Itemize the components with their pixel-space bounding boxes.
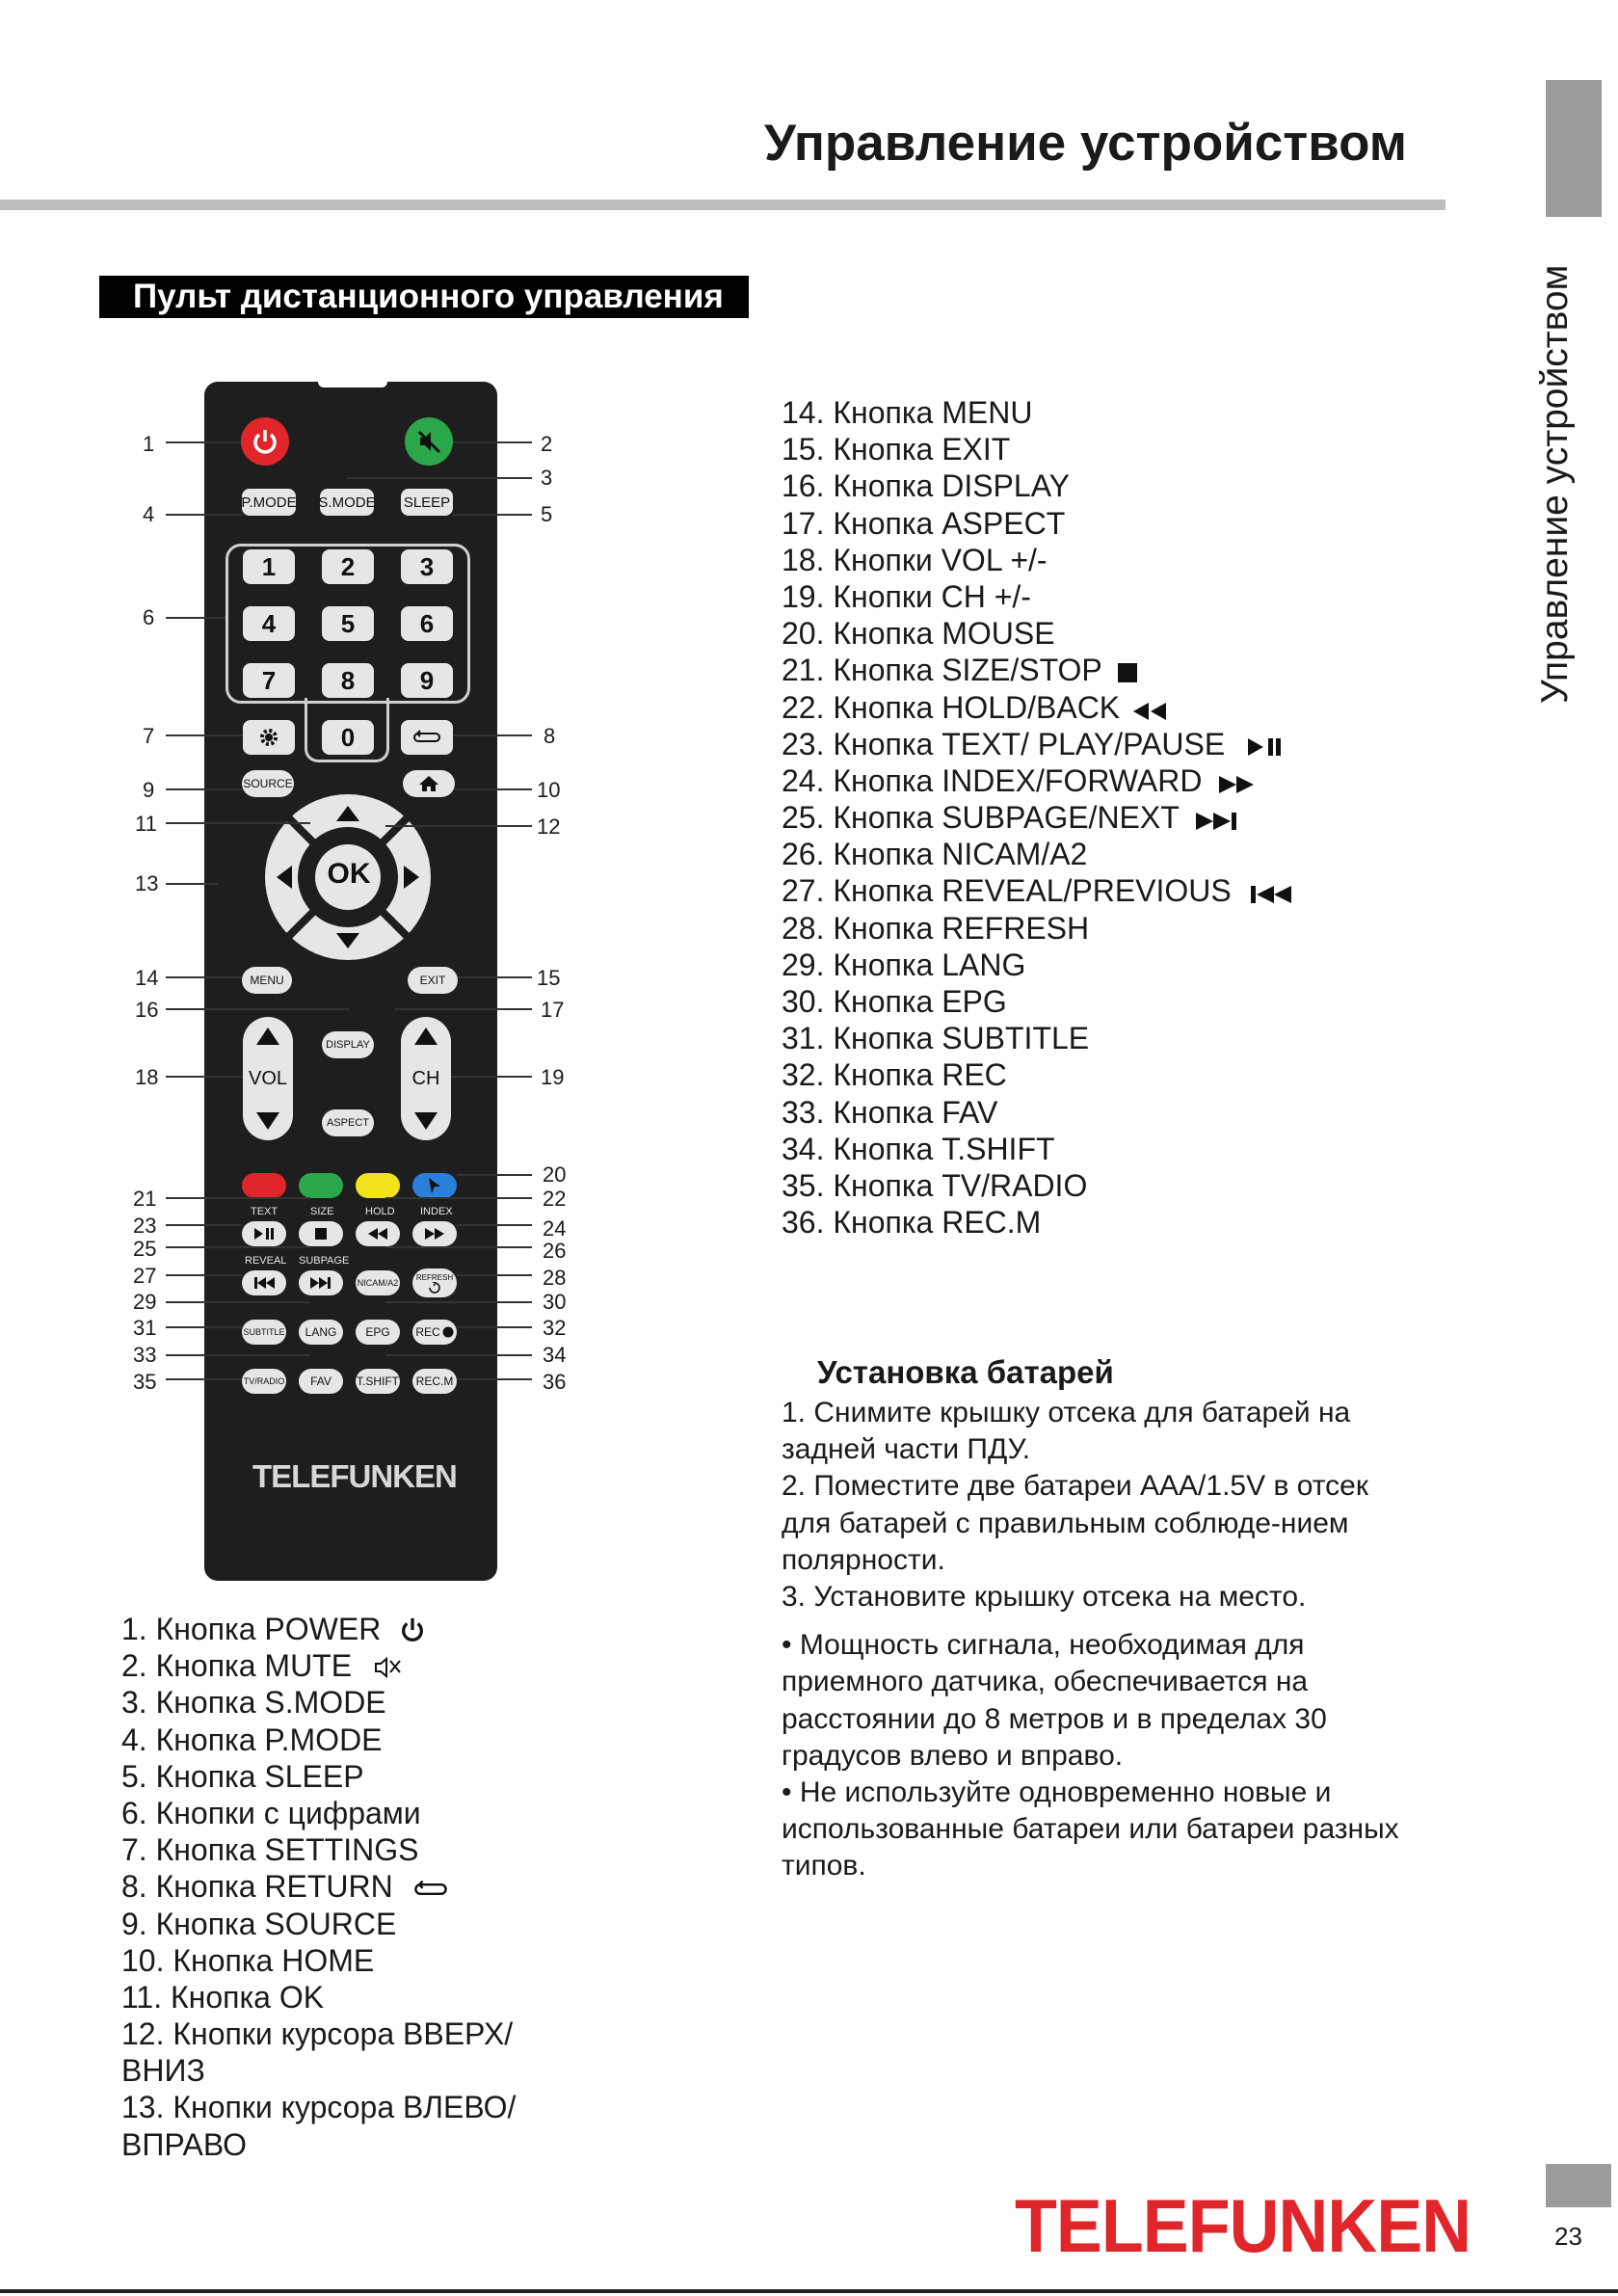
- return-button: [401, 720, 453, 755]
- callout-14: 14: [135, 966, 159, 990]
- callout-4: 4: [143, 502, 155, 526]
- list-item: 4. Кнопка P.MODE: [121, 1722, 383, 1757]
- bottom-rule: [0, 2289, 1618, 2293]
- callout-1: 1: [143, 432, 155, 456]
- list-item-text: 22. Кнопка HOLD/BACK: [782, 689, 1121, 725]
- list-item: 30. Кнопка EPG: [782, 984, 1007, 1019]
- refresh-label: REFRESH: [415, 1272, 454, 1282]
- size-label: SIZE: [310, 1206, 334, 1217]
- callout-2: 2: [541, 432, 553, 456]
- leader-30: [385, 1301, 532, 1303]
- list-item-text: 23. Кнопка TEXT/ PLAY/PAUSE: [782, 726, 1226, 761]
- battery-step-2: 2. Поместите две батареи AAA/1.5V в отсек для батарей с правильным соблюде-нием полярности.: [782, 1470, 1368, 1576]
- leader-22: [385, 1197, 532, 1199]
- list-item-text: 25. Кнопка SUBPAGE/NEXT: [782, 800, 1180, 836]
- list-item: ВНИЗ: [121, 2053, 205, 2089]
- list-item: 16. Кнопка DISPLAY: [782, 468, 1070, 504]
- power-icon: [399, 1616, 426, 1643]
- next-button: [299, 1270, 343, 1295]
- display-button: DISPLAY: [322, 1031, 374, 1058]
- mute-button: [405, 417, 453, 466]
- refresh-icon: [428, 1282, 441, 1294]
- callout-15: 15: [537, 966, 561, 990]
- leader-34: [385, 1354, 532, 1356]
- leader-19: [451, 1076, 532, 1078]
- leader-21: [166, 1197, 310, 1199]
- leader-2: [453, 441, 532, 443]
- forward-button: [412, 1221, 457, 1246]
- list-item: 14. Кнопка MENU: [782, 395, 1033, 430]
- page-number: 23: [1554, 2222, 1582, 2251]
- list-item: ВПРАВО: [121, 2126, 248, 2162]
- exit-button: EXIT: [408, 967, 458, 994]
- list-item: 20. Кнопка MOUSE: [782, 616, 1055, 652]
- tshift-button: T.SHIFT: [356, 1369, 400, 1394]
- footer-brand-logo: TELEFUNKEN: [1015, 2183, 1472, 2268]
- list-item: [121, 1868, 516, 1905]
- ch-rocker: [401, 1017, 451, 1140]
- callout-17: 17: [541, 998, 565, 1022]
- digit-1-button: 1: [243, 549, 295, 584]
- remote-notch: [318, 382, 387, 387]
- ch-label: CH: [411, 1067, 440, 1089]
- cursor-icon: [427, 1177, 442, 1194]
- leader-31: [166, 1326, 242, 1328]
- list-item: 35. Кнопка TV/RADIO: [782, 1167, 1088, 1203]
- fast-forward-icon: [1218, 776, 1257, 793]
- leader-36: [457, 1378, 532, 1380]
- callout-31: 31: [133, 1316, 157, 1340]
- battery-step-3: 3. Установите крышку отсека на место.: [782, 1581, 1307, 1614]
- callout-10: 10: [537, 778, 561, 802]
- ch-down-icon: [413, 1111, 438, 1131]
- play-pause-button: [242, 1221, 286, 1246]
- callout-34: 34: [543, 1343, 567, 1367]
- callout-16: 16: [135, 998, 159, 1022]
- leader-12: [385, 825, 532, 827]
- fast-forward-icon: [424, 1228, 445, 1240]
- rec-label: REC: [415, 1325, 440, 1339]
- leader-5: [453, 514, 532, 516]
- reveal-label: REVEAL: [245, 1255, 287, 1267]
- stop-button: [299, 1221, 343, 1246]
- back-button: [356, 1221, 400, 1246]
- list-item: 10. Кнопка HOME: [121, 1942, 375, 1978]
- leader-16: [166, 1008, 349, 1010]
- callout-25: 25: [133, 1237, 157, 1261]
- remote-brand-logo: TELEFUNKEN: [252, 1458, 457, 1494]
- digit-5-button: 5: [322, 606, 374, 641]
- list-item: 12. Кнопки курсора ВВЕРХ/: [121, 2016, 514, 2052]
- leader-10: [455, 788, 532, 790]
- callout-9: 9: [143, 778, 155, 802]
- subpage-label: SUBPAGE: [299, 1255, 350, 1267]
- record-dot-icon: [442, 1326, 454, 1338]
- list-item: [121, 1611, 516, 1647]
- aspect-button: ASPECT: [322, 1109, 374, 1136]
- callout-13: 13: [135, 871, 159, 895]
- gear-icon: [257, 726, 280, 749]
- leader-26: [385, 1246, 532, 1248]
- leader-9: [166, 788, 242, 790]
- mouse-key: [412, 1173, 457, 1198]
- hold-label: HOLD: [365, 1206, 395, 1217]
- list-item: 6. Кнопки с цифрами: [121, 1795, 421, 1830]
- power-icon: [251, 427, 279, 456]
- callout-28: 28: [543, 1266, 567, 1290]
- previous-icon: [1250, 886, 1292, 903]
- rewind-icon: [367, 1228, 388, 1240]
- ch-up-icon: [413, 1027, 438, 1046]
- pmode-button: P.MODE: [242, 489, 296, 516]
- callout-22: 22: [543, 1187, 567, 1211]
- callout-21: 21: [133, 1187, 157, 1211]
- list-item: 5. Кнопка SLEEP: [121, 1758, 364, 1794]
- page-title: Управление устройством: [763, 115, 1407, 172]
- callout-26: 26: [543, 1239, 567, 1263]
- vol-rocker: [243, 1017, 293, 1140]
- refresh-button: [412, 1268, 457, 1297]
- stop-icon: [315, 1228, 327, 1240]
- list-item-text: 27. Кнопка REVEAL/PREVIOUS: [782, 873, 1232, 909]
- digit-3-button: 3: [401, 549, 453, 584]
- list-item: 9. Кнопка SOURCE: [121, 1906, 397, 1941]
- digit-8-button: 8: [322, 663, 374, 698]
- next-icon: [1195, 813, 1237, 830]
- list-item: 18. Кнопки VOL +/-: [782, 542, 1048, 577]
- callout-11: 11: [135, 812, 157, 836]
- leader-14: [166, 976, 242, 978]
- callout-6: 6: [143, 605, 155, 629]
- return-icon: [411, 1878, 450, 1901]
- list-item: 32. Кнопка REC: [782, 1057, 1007, 1093]
- list-item: 26. Кнопка NICAM/A2: [782, 837, 1088, 872]
- leader-11: [166, 822, 310, 824]
- yellow-key: [356, 1173, 400, 1198]
- menu-button: MENU: [242, 967, 292, 994]
- list-item-text: 8. Кнопка RETURN: [121, 1869, 393, 1905]
- leader-18: [166, 1076, 243, 1078]
- tvradio-button: TV/RADIO: [242, 1369, 286, 1394]
- leader-25: [166, 1246, 310, 1248]
- callout-19: 19: [541, 1065, 565, 1089]
- callout-29: 29: [133, 1290, 157, 1314]
- callout-7: 7: [143, 724, 155, 748]
- callout-5: 5: [541, 502, 553, 526]
- section-title: Пульт дистанционного управления: [99, 276, 749, 318]
- leader-8: [453, 734, 532, 736]
- text-label: TEXT: [251, 1206, 279, 1217]
- list-item-text: 24. Кнопка INDEX/FORWARD: [782, 762, 1203, 798]
- callout-20: 20: [543, 1162, 567, 1187]
- sleep-button: SLEEP: [401, 489, 453, 516]
- list-item: [782, 726, 1292, 762]
- lang-button: LANG: [299, 1320, 343, 1345]
- list-item: [782, 872, 1292, 909]
- battery-note-2: • Не используйте одновременно новые и использованные батареи или батареи разных типов.: [782, 1776, 1399, 1882]
- leader-29: [166, 1301, 310, 1303]
- leader-33: [166, 1354, 310, 1356]
- header-rule: [0, 200, 1446, 210]
- power-button: [241, 417, 289, 466]
- battery-step-1: 1. Снимите крышку отсека для батарей на задней части ПДУ.: [782, 1397, 1351, 1466]
- leader-17: [395, 1008, 532, 1010]
- digit-0-button: 0: [322, 720, 374, 755]
- play-pause-icon: [252, 1227, 276, 1241]
- battery-note-1: • Мощность сигнала, необходимая для приемного датчика, обеспечивается на расстоянии до 8 метров и в пределах 30 градусов влево и вправо.: [782, 1629, 1327, 1772]
- leader-20: [457, 1174, 532, 1176]
- battery-text: [782, 1395, 1418, 1885]
- vol-up-icon: [255, 1027, 280, 1046]
- leader-3: [347, 477, 532, 479]
- list-item: 15. Кнопка EXIT: [782, 432, 1011, 467]
- button-list-right: [782, 394, 1292, 1241]
- digit-6-button: 6: [401, 606, 453, 641]
- mute-icon: [414, 427, 443, 456]
- side-label: Управление устройством: [1534, 264, 1576, 704]
- button-list-left: [121, 1611, 516, 2163]
- side-tab: [1546, 80, 1602, 217]
- list-item: [782, 689, 1292, 726]
- source-button: SOURCE: [242, 770, 294, 797]
- list-item-text: 21. Кнопка SIZE/STOP: [782, 653, 1102, 688]
- previous-icon: [253, 1277, 275, 1289]
- callout-8: 8: [544, 724, 556, 748]
- smode-button: S.MODE: [320, 489, 374, 516]
- leader-23: [166, 1224, 242, 1226]
- callout-12: 12: [537, 814, 561, 839]
- list-item: 13. Кнопки курсора ВЛЕВО/: [121, 2090, 517, 2125]
- list-item: 28. Кнопка REFRESH: [782, 910, 1090, 946]
- digit-7-button: 7: [243, 663, 295, 698]
- rewind-icon: [1132, 703, 1167, 720]
- vol-label: VOL: [248, 1067, 288, 1089]
- callout-23: 23: [133, 1214, 157, 1238]
- digit-2-button: 2: [322, 549, 374, 584]
- list-item: 33. Кнопка FAV: [782, 1094, 998, 1130]
- list-item: 17. Кнопка ASPECT: [782, 505, 1066, 541]
- leader-6: [166, 617, 225, 619]
- stop-icon: [1118, 663, 1137, 682]
- callout-33: 33: [133, 1343, 157, 1367]
- leader-27: [166, 1274, 242, 1276]
- leader-7: [166, 734, 243, 736]
- list-item: 31. Кнопка SUBTITLE: [782, 1021, 1090, 1056]
- callout-30: 30: [543, 1290, 567, 1314]
- rec-button: [412, 1320, 457, 1345]
- page-tab: [1546, 2164, 1611, 2207]
- red-key: [242, 1173, 286, 1198]
- green-key: [299, 1173, 343, 1198]
- vol-down-icon: [255, 1111, 280, 1131]
- leader-13: [166, 883, 219, 885]
- return-icon: [412, 728, 441, 747]
- mute-icon: [374, 1657, 403, 1678]
- list-item: 36. Кнопка REC.M: [782, 1205, 1042, 1241]
- list-item-text: 2. Кнопка MUTE: [121, 1648, 353, 1684]
- index-label: INDEX: [420, 1206, 453, 1217]
- list-item: [782, 799, 1292, 836]
- list-item: [782, 762, 1292, 799]
- fav-button: FAV: [299, 1369, 343, 1394]
- callout-27: 27: [133, 1264, 157, 1288]
- leader-4: [166, 514, 242, 516]
- nicam-button: NICAM/A2: [356, 1270, 400, 1295]
- list-item: [121, 1647, 516, 1684]
- settings-button: [243, 720, 295, 755]
- digit-4-button: 4: [243, 606, 295, 641]
- previous-button: [242, 1270, 286, 1295]
- callout-18: 18: [135, 1065, 159, 1089]
- play-pause-icon: [1247, 737, 1282, 757]
- list-item: 19. Кнопки CH +/-: [782, 578, 1031, 614]
- next-icon: [310, 1277, 332, 1289]
- callout-24: 24: [543, 1216, 567, 1241]
- callout-35: 35: [133, 1370, 157, 1394]
- leader-35: [166, 1378, 242, 1380]
- list-item-text: 1. Кнопка POWER: [121, 1612, 382, 1646]
- list-item: 29. Кнопка LANG: [782, 947, 1026, 982]
- subtitle-button: SUBTITLE: [242, 1320, 286, 1345]
- epg-button: EPG: [356, 1320, 400, 1345]
- leader-1: [166, 441, 241, 443]
- ok-button: OK: [327, 858, 371, 890]
- list-item: 11. Кнопка OK: [121, 1979, 325, 2015]
- battery-title: Установка батарей: [817, 1354, 1114, 1390]
- leader-32: [457, 1326, 532, 1328]
- list-item: 3. Кнопка S.MODE: [121, 1685, 386, 1721]
- callout-3: 3: [541, 466, 553, 490]
- list-item: 34. Кнопка T.SHIFT: [782, 1131, 1055, 1166]
- leader-28: [457, 1274, 532, 1276]
- list-item: [782, 652, 1292, 688]
- callout-36: 36: [543, 1370, 567, 1394]
- leader-24: [457, 1224, 532, 1226]
- callout-32: 32: [543, 1316, 567, 1340]
- recm-button: REC.M: [412, 1369, 457, 1394]
- leader-15: [458, 976, 532, 978]
- list-item: 7. Кнопка SETTINGS: [121, 1832, 419, 1868]
- digit-9-button: 9: [401, 663, 453, 698]
